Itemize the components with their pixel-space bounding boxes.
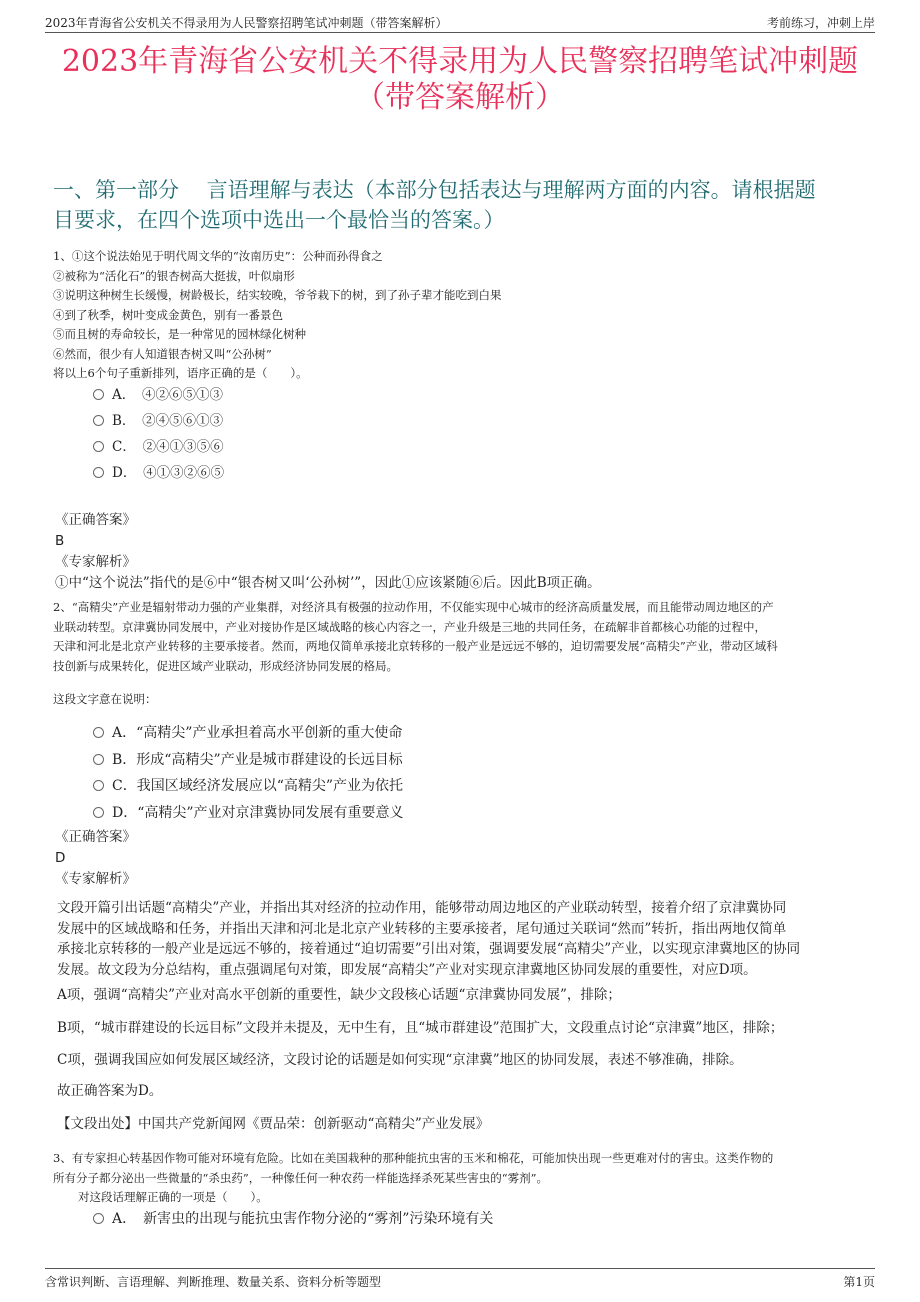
q2-line: 2、“高精尖”产业是辐射带动力强的产业集群，对经济具有极强的拉动作用，不仅能实现中心城市的经济高质量发展，而且能带动周边地区的产: [53, 600, 774, 614]
option-label: B． ②④⑤⑥①③: [112, 413, 224, 429]
q3-options: [93, 1206, 493, 1233]
answer-label: 《正确答案》: [55, 829, 136, 845]
page-footer: [45, 1268, 875, 1289]
q2-prompt: 这段文字意在说明：: [53, 692, 157, 706]
q2-option-c-note: C项，强调我国应如何发展区域经济，文段讨论的话题是如何实现“京津冀”地区的协同发展，表述不够准确，排除。: [57, 1052, 743, 1068]
radio-icon[interactable]: [93, 807, 104, 818]
analysis-line: 发展中的区域战略和任务，并指出天津和河北是北京产业转移的主要承接者，尾句通过关联词“然而”转折，指出两地仅简单: [57, 920, 787, 937]
option-label: A． ④②⑥⑤①③: [112, 387, 223, 403]
radio-icon[interactable]: [93, 727, 104, 738]
option-label: D．“高精尖”产业对京津冀协同发展有重要意义: [112, 804, 404, 821]
radio-icon[interactable]: [93, 441, 104, 452]
q1-line: ③说明这种树生长缓慢，树龄极长，结实较晚，爷爷栽下的树，到了孙子辈才能吃到白果: [53, 288, 502, 302]
q1-line: ④到了秋季，树叶变成金黄色，别有一番景色: [53, 307, 283, 322]
option-label: A． 新害虫的出现与能抗虫害作物分泌的“雾剂”污染环境有关: [112, 1211, 494, 1227]
q1-line: 1、①这个说法始见于明代周文华的“汝南历史”：公种而孙得食之: [53, 249, 383, 263]
q2-option-d[interactable]: [93, 800, 404, 827]
radio-icon[interactable]: [93, 415, 104, 426]
question-1: [53, 247, 502, 384]
option-label: C．我国区域经济发展应以“高精尖”产业为依托: [112, 778, 404, 794]
q2-line: 业联动转型。京津冀协同发展中，产业对接协作是区域战略的核心内容之一，产业升级是三地的共同任务，在疏解非首都核心功能的过程中，: [53, 619, 766, 634]
q2-option-b[interactable]: [93, 747, 404, 774]
section-heading: [53, 175, 870, 235]
radio-icon[interactable]: [93, 467, 104, 478]
analysis-line: 文段开篇引出话题“高精尖”产业，并指出其对经济的拉动作用，能够带动周边地区的产业联动转型，接着介绍了京津冀协同: [57, 900, 787, 916]
header-slogan: 考前练习，冲刺上岸: [766, 16, 875, 30]
q3-line: 3、有专家担心转基因作物可能对环境有危险。比如在美国栽种的那种能抗虫害的玉米和棉花，可能加快出现一些更难对付的害虫。这类作物的: [53, 1151, 774, 1165]
q3-line: 所有分子都分泌出一些微量的“杀虫药”，一种像任何一种农药一样能选择杀死某些害虫的“雾剂”。: [53, 1170, 549, 1185]
q2-option-a[interactable]: [93, 720, 404, 747]
answer-value: B: [55, 533, 65, 549]
q2-options: [93, 720, 404, 826]
radio-icon[interactable]: [93, 780, 104, 791]
q1-line: ⑤而且树的寿命较长，是一种常见的园林绿化树种: [53, 327, 306, 341]
title-line-2: （带答案解析）: [355, 80, 565, 115]
q1-option-a[interactable]: [93, 382, 224, 408]
q1-options: [93, 382, 224, 486]
analysis-line: 发展。故文段为分总结构，重点强调尾句对策，即发展“高精尖”产业对实现京津冀地区协同发展的重要性，对应D项。: [57, 961, 757, 978]
q3-prompt: 对这段话理解正确的一项是（ ）。: [78, 1190, 268, 1204]
option-label: D． ④①③②⑥⑤: [112, 465, 225, 481]
document-title: [45, 44, 875, 116]
q1-line: ②被称为“活化石”的银杏树高大挺拔，叶似扇形: [53, 268, 295, 283]
analysis-text: ①中“这个说法”指代的是⑥中“银杏树又叫‘公孙树’”，因此①应该紧随⑥后。因此B项正确。: [55, 575, 601, 591]
option-label: B．形成“高精尖”产业是城市群建设的长远目标: [112, 751, 403, 768]
q1-line: ⑥然而，很少有人知道银杏树又叫“公孙树”: [53, 346, 272, 361]
analysis-line: 承接北京转移的一般产业是远远不够的，接着通过“迫切需要”引出对策，强调要发展“高精尖”产业，以实现京津冀地区的协同: [57, 941, 801, 957]
radio-icon[interactable]: [93, 754, 104, 765]
q2-conclusion: 故正确答案为D。: [57, 1083, 163, 1099]
q1-option-b[interactable]: [93, 408, 224, 434]
q1-answer-block: [55, 510, 601, 594]
q2-answer-block: [55, 827, 136, 890]
q2-option-c[interactable]: [93, 773, 404, 800]
option-label: C． ②④①③⑤⑥: [112, 439, 224, 455]
question-2: [53, 598, 873, 676]
q1-option-c[interactable]: [93, 434, 224, 460]
question-3: [53, 1149, 873, 1188]
q3-option-a[interactable]: [93, 1206, 493, 1233]
section-heading-line-1: 一、第一部分 言语理解与表达（本部分包括表达与理解两方面的内容。请根据题: [53, 178, 816, 202]
q2-option-b-note: B项，“城市群建设的长远目标”文段并未提及，无中生有，且“城市群建设”范围扩大，文段重点讨论“京津冀”地区，排除；: [57, 1020, 784, 1036]
answer-value: D: [55, 850, 66, 866]
page-header: [45, 12, 875, 33]
q2-source: 【文段出处】中国共产党新闻网《贾品荣：创新驱动“高精尖”产业发展》: [57, 1116, 490, 1132]
section-heading-line-2: 目要求，在四个选项中选出一个最恰当的答案。）: [53, 208, 505, 232]
analysis-label: 《专家解析》: [55, 554, 136, 570]
page-number: 第1页: [843, 1275, 875, 1289]
answer-label: 《正确答案》: [55, 512, 136, 528]
q2-option-a-note: A项，强调“高精尖”产业对高水平创新的重要性，缺少文段核心话题“京津冀协同发展”，排除；: [57, 987, 621, 1003]
option-label: A．“高精尖”产业承担着高水平创新的重大使命: [112, 725, 403, 741]
q2-line: 天津和河北是北京产业转移的主要承接者。然而，两地仅简单承接北京转移的一般产业是远远不够的，迫切需要发展“高精尖”产业，带动区域科: [53, 639, 778, 653]
radio-icon[interactable]: [93, 389, 104, 400]
title-line-1: 2023年青海省公安机关不得录用为人民警察招聘笔试冲刺题: [61, 44, 859, 79]
q1-line: 将以上6个句子重新排列，语序正确的是（ ）。: [53, 366, 308, 380]
analysis-label: 《专家解析》: [55, 871, 136, 887]
q1-option-d[interactable]: [93, 460, 224, 486]
radio-icon[interactable]: [93, 1213, 104, 1224]
header-title: 2023年青海省公安机关不得录用为人民警察招聘笔试冲刺题（带答案解析）: [45, 16, 448, 30]
q2-analysis: [57, 898, 872, 980]
footer-topics: 含常识判断、言语理解、判断推理、数量关系、资料分析等题型: [45, 1275, 382, 1289]
q2-line: 技创新与成果转化，促进区域产业联动，形成经济协同发展的格局。: [53, 658, 398, 673]
